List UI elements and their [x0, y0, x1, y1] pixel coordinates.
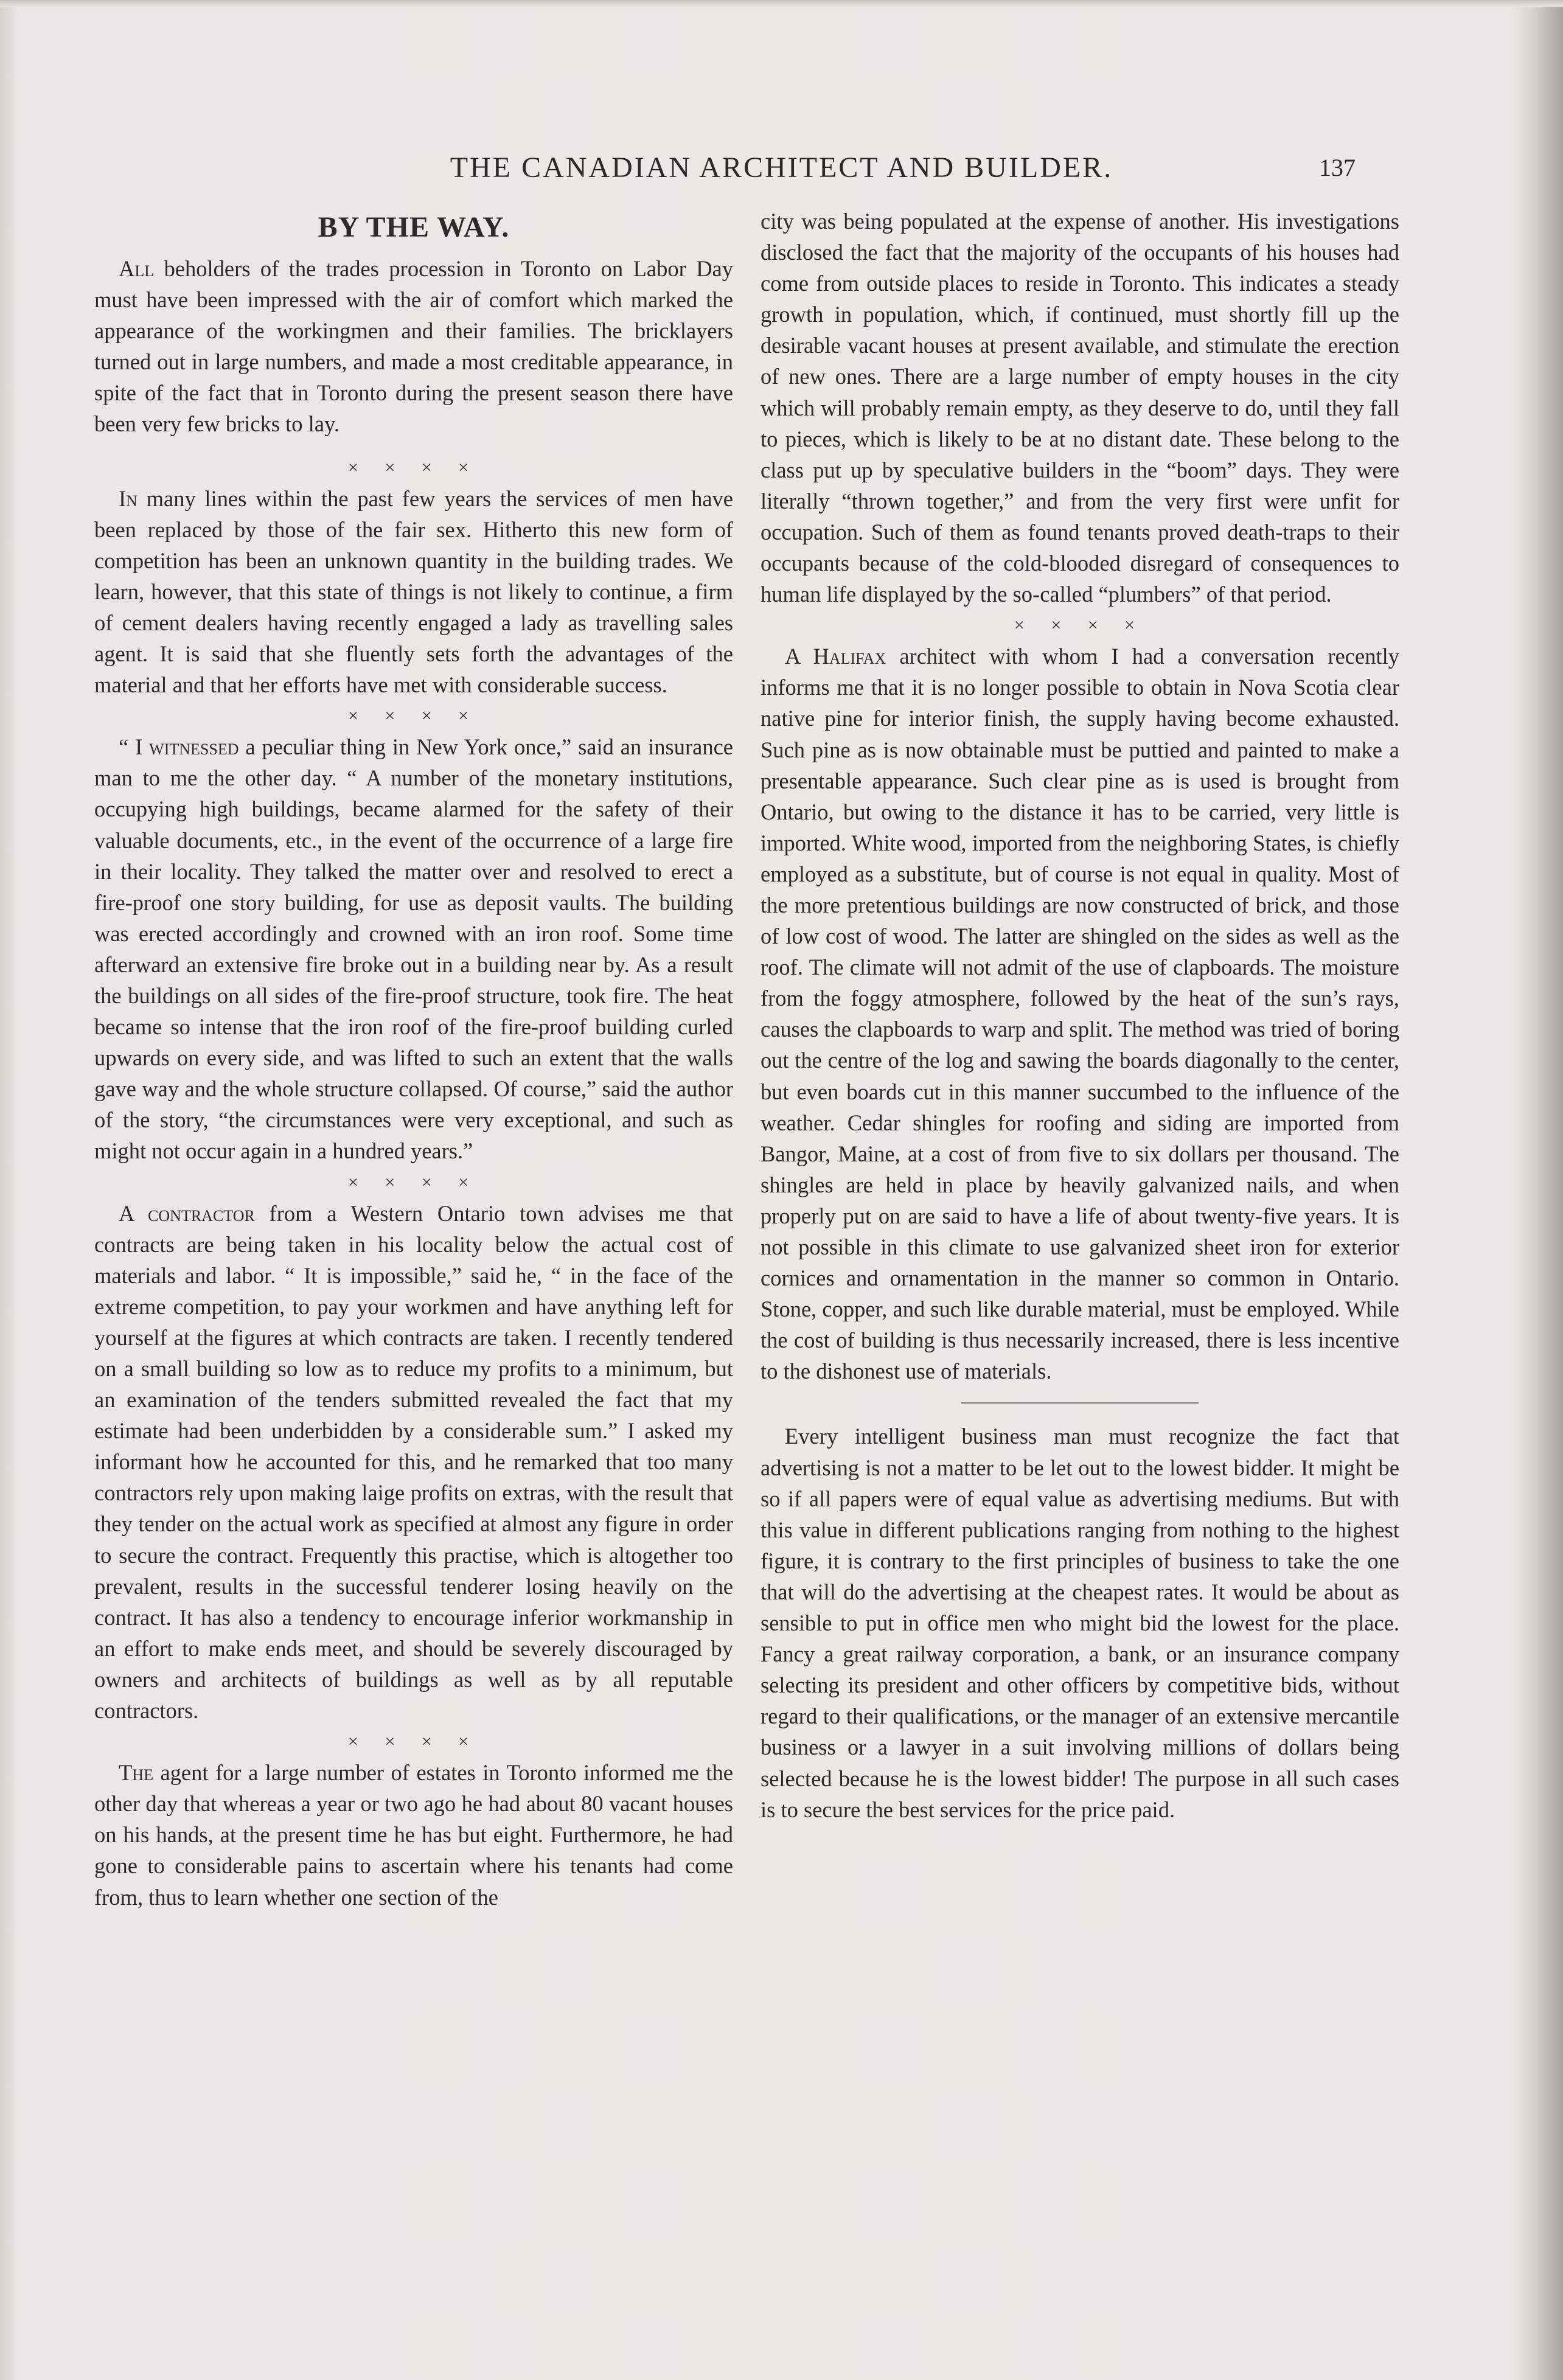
- paragraph-text: agent for a large number of estates in Toronto informed me the other day that whereas a year or two ago he had about 80 vacant houses on his hands, at the present time he has but eight. Furthermore, he had gone to considerable pains to ascertain where his tenants had come from, thus to learn whether one section of the: [94, 1760, 733, 1910]
- lead-word: witnessed: [149, 734, 239, 760]
- paragraph-estates: [94, 1757, 733, 1912]
- section-separator: × × × ×: [347, 706, 480, 726]
- paragraph-text: architect with whom I had a conversation recently informs me that it is no longer possible to obtain in Nova Scotia clear native pine for interior finish, the supply having become exhausted. Such pine as is now obtainable must be puttied and painted to make a presentable appearance. Such clear pine as is used is brought from Ontario, but owing to the distance it has to be carried, very little is imported. White wood, imported from the neighboring States, is chiefly employed as a substitute, but of course is not equal in quality. Most of the more pretentious buildings are now constructed of brick, and those of low cost of wood. The latter are shingled on the sides as well as the roof. The climate will not admit of the use of clapboards. The moisture from the foggy atmosphere, followed by the heat of the sun’s rays, causes the clapboards to warp and split. The method was tried of boring out the centre of the log and sawing the boards diagonally to the center, but even boards cut in this manner succumbed to the influence of the weather. Cedar shingles for roofing and siding are imported from Bangor, Maine, at a cost of from five to six dollars per thousand. The shingles are held in place by heavily galvanized nails, and when properly put on are said to have a life of about twenty-five years. It is not possible in this climate to use galvanized sheet iron for exterior cornices and ornamentation in the manner so common in Ontario. Stone, copper, and such like durable material, must be employed. While the cost of building is thus necessarily increased, there is less incentive to the dishonest use of materials.: [761, 644, 1399, 1384]
- page-number: 137: [1319, 154, 1356, 181]
- section-separator: × × × ×: [347, 1731, 480, 1752]
- lead-word: Halifax: [813, 644, 886, 669]
- paragraph-fireproof: [94, 731, 733, 1166]
- page-top-edge: [0, 0, 1563, 7]
- horizontal-rule: [961, 1402, 1199, 1404]
- paragraph-fair-sex: [94, 483, 733, 701]
- paragraph-text: from a Western Ontario town advises me that contracts are being taken in his locality below the actual cost of materials and labor. “ It is impossible,” said he, “ in the face of the extreme competition, to pay your workmen and have anything left for yourself at the figures at which contracts are taken. I recently tendered on a small building so low as to reduce my profits to a minimum, but an examination of the tenders submitted revealed the fact that my estimate had been underbidden by a considerable sum.” I asked my informant how he accounted for this, and he remarked that too many contractors rely upon making laige profits on extras, with the result that they tender on the actual work as specified at almost any figure in order to secure the contract. Frequently this practise, which is altogether too prevalent, results in the successful tenderer losing heavily on the contract. It has also a tendency to encourage inferior workmanship in an effort to make ends meet, and should be severely discouraged by owners and architects of buildings as well as by all reputable contractors.: [94, 1200, 733, 1724]
- opening-article: A: [119, 1200, 148, 1226]
- section-separator: × × × ×: [1014, 615, 1146, 636]
- section-title: BY THE WAY.: [318, 211, 510, 243]
- paragraph-text: a peculiar thing in New York once,” said an insurance man to me the other day. “ A number of the monetary institutions, occupying high buildings, became alarmed for the safety of their valuable documents, etc., in the event of the occurrence of a large fire in their locality. They talked the matter over and resolved to erect a fire-proof one story building, for use as deposit vaults. The building was erected accordingly and crowned with an iron roof. Some time afterward an extensive fire broke out in a building near by. As a result the buildings on all sides of the fire-proof structure, took fire. The heat became so intense that the iron roof of the fire-proof building curled upwards on every side, and was lifted to such an extent that the walls gave way and the whole structure collapsed. Of course,” said the author of the story, “the circumstances were very exceptional, and such as might not occur again in a hundred years.”: [94, 734, 733, 1164]
- section-separator: × × × ×: [347, 1172, 480, 1192]
- running-head: THE CANADIAN ARCHITECT AND BUILDER.: [450, 151, 1113, 184]
- opening-quote: “ I: [119, 734, 150, 760]
- paragraph-contractor: [94, 1198, 733, 1727]
- paragraph-estates-continued: city was being populated at the expense of another. His investigations disclosed the fact that the majority of the occupants of his houses had come from outside places to reside in Toronto. This indicates a steady growth in population, which, if continued, must shortly fill up the desirable vacant houses at present available, and stimulate the erection of new ones. There are a large number of empty houses in the city which will probably remain empty, as they deserve to do, until they fall to pieces, which is likely to be at no distant date. These belong to the class put up by speculative builders in the “boom” days. They were literally “thrown together,” and from the very first were unfit for occupation. Such of them as found tenants proved death-traps to their occupants because of the cold-blooded disregard of consequences to human life displayed by the so-called “plumbers” of that period.: [761, 209, 1399, 607]
- paragraph-text: beholders of the trades procession in Toronto on Labor Day must have been impressed with the air of comfort which marked the appearance of the workingmen and their families. The bricklayers turned out in large numbers, and made a most creditable appearance, in spite of the fact that in Toronto during the present season there have been very few bricks to lay.: [94, 256, 733, 437]
- right-column: [761, 206, 1399, 1825]
- paragraph-halifax: [761, 641, 1399, 1387]
- lead-word: All: [119, 256, 155, 281]
- left-column: [94, 206, 733, 1913]
- lead-word: The: [119, 1760, 153, 1786]
- lead-word: contractor: [148, 1200, 255, 1226]
- paragraph-text: many lines within the past few years the services of men have been replaced by those of the fair sex. Hitherto this new form of competition has been an unknown quantity in the building trades. We learn, however, that this state of things is not likely to continue, a firm of cement dealers having recently engaged a lady as travelling sales agent. It is said that she fluently sets forth the advantages of the material and that her efforts have met with considerable success.: [94, 485, 733, 698]
- section-separator: × × × ×: [347, 457, 480, 478]
- lead-word: In: [119, 485, 138, 511]
- opening-article: A: [785, 644, 813, 669]
- paragraph-advertising: Every intelligent business man must recognize the fact that advertising is not a matter to be let out to the lowest bidder. It might be so if all papers were of equal value as advertising mediums. But with this value in different publications ranging from nothing to the highest figure, it is contrary to the first principles of business to take the one that will do the advertising at the cheapest rates. It would be about as sensible to put in office men who might bid the lowest for the place. Fancy a great railway corporation, a bank, or an insurance company selecting its president and other officers by competitive bids, without regard to their qualifications, or the manager of an extensive mercantile business or a lawyer in a suit involving millions of dollars being selected because he is the lowest bidder! The purpose in all such cases is to secure the best services for the price paid.: [761, 1424, 1399, 1822]
- paragraph-labor-day: [94, 253, 733, 440]
